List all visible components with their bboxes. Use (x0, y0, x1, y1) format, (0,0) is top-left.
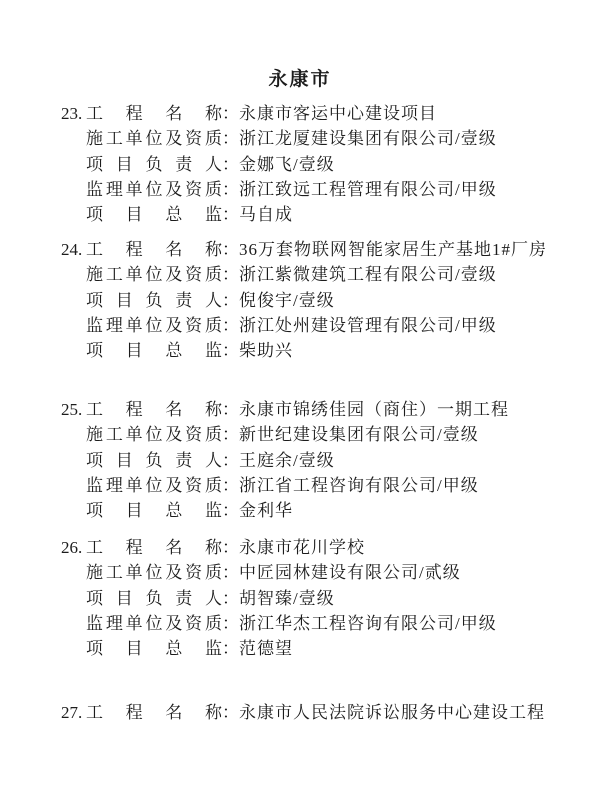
colon: ： (222, 290, 239, 310)
supervisor-unit-row (0, 177, 600, 202)
builder-row (0, 422, 600, 447)
field-label: 监理单位及资质 (86, 613, 222, 633)
field-label: 工程名称 (86, 400, 222, 419)
field-value: 浙江省工程咨询有限公司/甲级 (239, 475, 479, 495)
entry-number: 24. (61, 240, 83, 259)
colon: ： (222, 104, 239, 123)
project-entry-26 (0, 535, 600, 661)
field-value: 王庭余/壹级 (239, 450, 335, 470)
director-row (0, 338, 600, 363)
field-label: 监理单位及资质 (86, 315, 222, 335)
colon: ： (222, 613, 239, 633)
project-name-row (0, 101, 600, 126)
colon: ： (222, 501, 239, 521)
field-value: 36万套物联网智能家居生产基地1#厂房 (239, 240, 547, 259)
field-label: 项目总监 (86, 205, 222, 225)
field-value: 永康市人民法院诉讼服务中心建设工程 (239, 703, 545, 722)
director-row (0, 636, 600, 661)
project-entry-27 (0, 700, 600, 725)
manager-row (0, 448, 600, 473)
colon: ： (222, 588, 239, 608)
colon: ： (222, 154, 239, 174)
field-label: 施工单位及资质 (86, 425, 222, 445)
field-value: 倪俊宇/壹级 (239, 290, 335, 310)
field-value: 新世纪建设集团有限公司/壹级 (239, 425, 479, 445)
colon: ： (222, 179, 239, 199)
field-value: 中匠园林建设有限公司/贰级 (239, 563, 461, 583)
manager-row (0, 586, 600, 611)
field-value: 浙江紫微建筑工程有限公司/壹级 (239, 265, 497, 285)
colon: ： (222, 341, 239, 361)
supervisor-unit-row (0, 473, 600, 498)
colon: ： (222, 400, 239, 419)
field-label: 项目总监 (86, 341, 222, 361)
colon: ： (222, 538, 239, 557)
entry-number: 25. (61, 400, 83, 419)
field-value: 马自成 (239, 205, 293, 225)
colon: ： (222, 205, 239, 225)
colon: ： (222, 639, 239, 659)
field-label: 工程名称 (86, 104, 222, 123)
field-value: 浙江华杰工程咨询有限公司/甲级 (239, 613, 497, 633)
field-value: 浙江致远工程管理有限公司/甲级 (239, 179, 497, 199)
entry-number: 26. (61, 538, 83, 557)
builder-row (0, 560, 600, 585)
city-section-title: 永康市 (268, 69, 332, 90)
field-label: 施工单位及资质 (86, 265, 222, 285)
colon: ： (222, 450, 239, 470)
colon: ： (222, 129, 239, 149)
colon: ： (222, 240, 239, 259)
supervisor-unit-row (0, 313, 600, 338)
project-entry-24 (0, 237, 600, 363)
supervisor-unit-row (0, 611, 600, 636)
field-label: 工程名称 (86, 240, 222, 259)
field-label: 项目总监 (86, 639, 222, 659)
field-value: 浙江处州建设管理有限公司/甲级 (239, 315, 497, 335)
builder-row (0, 126, 600, 151)
builder-row (0, 262, 600, 287)
field-label: 施工单位及资质 (86, 563, 222, 583)
project-name-row (0, 237, 600, 262)
colon: ： (222, 475, 239, 495)
field-value: 永康市花川学校 (239, 538, 365, 557)
project-name-row (0, 700, 600, 725)
field-label: 项目总监 (86, 501, 222, 521)
project-entry-25 (0, 397, 600, 523)
field-value: 金娜飞/壹级 (239, 154, 335, 174)
project-name-row (0, 397, 600, 422)
field-label: 项目负责人 (86, 290, 222, 310)
field-value: 范德望 (239, 639, 293, 659)
field-label: 监理单位及资质 (86, 475, 222, 495)
manager-row (0, 152, 600, 177)
field-value: 柴助兴 (239, 341, 293, 361)
field-label: 工程名称 (86, 538, 222, 557)
colon: ： (222, 265, 239, 285)
entry-number: 27. (61, 703, 83, 722)
field-label: 项目负责人 (86, 450, 222, 470)
colon: ： (222, 703, 239, 722)
colon: ： (222, 563, 239, 583)
field-label: 项目负责人 (86, 588, 222, 608)
field-label: 工程名称 (86, 703, 222, 722)
colon: ： (222, 425, 239, 445)
field-label: 施工单位及资质 (86, 129, 222, 149)
field-value: 胡智臻/壹级 (239, 588, 335, 608)
director-row (0, 202, 600, 227)
field-value: 浙江龙厦建设集团有限公司/壹级 (239, 129, 497, 149)
project-entry-23 (0, 101, 600, 227)
colon: ： (222, 315, 239, 335)
field-label: 监理单位及资质 (86, 179, 222, 199)
entry-number: 23. (61, 104, 83, 123)
field-label: 项目负责人 (86, 154, 222, 174)
field-value: 永康市锦绣佳园（商住）一期工程 (239, 400, 509, 419)
project-name-row (0, 535, 600, 560)
manager-row (0, 288, 600, 313)
director-row (0, 498, 600, 523)
field-value: 永康市客运中心建设项目 (239, 104, 437, 123)
field-value: 金利华 (239, 501, 293, 521)
